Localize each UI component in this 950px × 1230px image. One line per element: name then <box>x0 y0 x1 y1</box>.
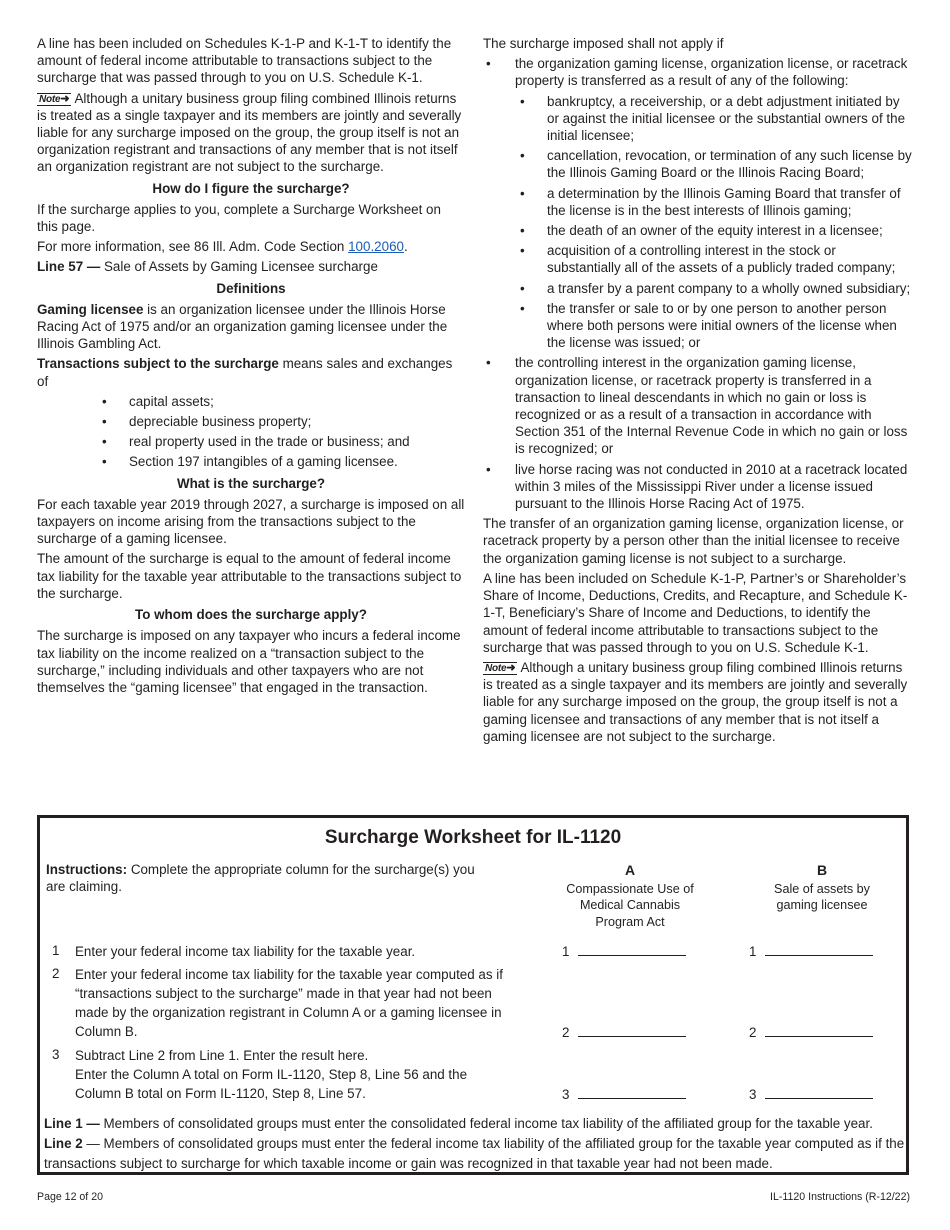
definitions-list <box>129 393 465 471</box>
list-item: • real property used in the trade or business; and <box>129 433 465 450</box>
heading-definitions: Definitions <box>216 280 286 296</box>
column-b-description: Sale of assets by gaming licensee <box>774 881 870 912</box>
list-item: • acquisition of a controlling interest in the stock or substantially all of the assets of a publicly traded company; <box>547 242 913 276</box>
list-item: • the death of an owner of the equity interest in a licensee; <box>547 222 913 239</box>
column-b-letter: B <box>816 862 828 878</box>
list-item: • depreciable business property; <box>129 413 465 430</box>
list-item: • the transfer or sale to or by one person to another person where both persons were initial owners of the license when the license was issued; or <box>547 300 913 352</box>
note-icon: Note➜ <box>39 92 70 105</box>
transfer-reasons-list <box>547 93 913 352</box>
list-item: • Section 197 intangibles of a gaming licensee. <box>129 453 465 470</box>
list-item: • cancellation, revocation, or termination of any such license by the Illinois Gaming Board or the Illinois Racing Board; <box>547 147 913 181</box>
line-1-column-b: 1 <box>749 942 873 960</box>
heading-figure: How do I figure the surcharge? <box>152 180 350 196</box>
line-3-column-b: 3 <box>749 1085 873 1103</box>
whom-paragraph: The surcharge is imposed on any taxpayer who incurs a federal income tax liability on the income realized on a “transaction subject to the surcharge,” including individuals and other taxpayers who are not themselves the “gaming licensee” that engaged in the transaction. <box>37 628 461 695</box>
list-item: • a determination by the Illinois Gaming Board that transfer of the license is in the best interests of Illinois gaming; <box>547 185 913 219</box>
heading-whom: To whom does the surcharge apply? <box>135 607 367 623</box>
list-item: • live horse racing was not conducted in 2010 at a racetrack located within 3 miles of the Mississippi River under a license issued pursuant to the Illinois Horse Racing Act of 1975. <box>515 461 913 513</box>
more-info-paragraph: For more information, see 86 Ill. Adm. Code Section 100.2060. <box>37 239 408 255</box>
heading-what: What is the surcharge? <box>176 475 326 491</box>
line-1-column-a: 1 <box>562 942 686 960</box>
figure-paragraph: If the surcharge applies to you, complete a Surcharge Worksheet on this page. <box>37 201 441 235</box>
list-item: • capital assets; <box>129 393 465 410</box>
line57-paragraph: Line 57 — Sale of Assets by Gaming Licensee surcharge <box>37 259 378 275</box>
line-3-a-input[interactable] <box>578 1085 686 1099</box>
exceptions-intro: The surcharge imposed shall not apply if <box>483 36 724 51</box>
note-text: Although a unitary business group filing combined Illinois returns is treated as a single taxpayer and its members are jointly and severally liable for any surcharge imposed on the group, the group itself is not an organization registrant and transactions of any member that is not itself an organization registrant are not subject to the surcharge. <box>37 90 462 175</box>
list-item: • the organization gaming license, organization license, or racetrack property is transferred as a result of any of the following: • bankruptcy, a receivership, or a debt adjustment initiated by or against the initial licensee or the substantial owners of the initial licensee; • cancellation, revocation, or termination of any such license by the Illinois Gaming Board or the Illinois Racing Board; • a determination by the Illinois Gaming Board that transfer of the license is in the best interests of Illinois gaming; • the death of an owner of the equity interest in a licensee; • acquisition of a controlling interest in the stock or substantially all of the assets of a publicly traded company; • a transfer by a parent company to a wholly owned subsidiary; • the transfer or sale to or by one person to another person where both persons were initial owners of the license when the license was issued; or <box>515 55 913 351</box>
left-column <box>37 35 465 699</box>
note-paragraph <box>483 659 913 745</box>
transactions-definition: Transactions subject to the surcharge means sales and exchanges of <box>37 356 453 389</box>
list-item: • bankruptcy, a receivership, or a debt adjustment initiated by or against the initial licensee or the substantial owners of the initial licensee; <box>547 93 913 145</box>
worksheet-title: Surcharge Worksheet for IL-1120 <box>324 827 622 848</box>
what-paragraph-2: The amount of the surcharge is equal to the amount of federal income tax liability for the taxable year attributable to the transactions subject to the surcharge. <box>37 551 462 601</box>
line-2-a-input[interactable] <box>578 1023 686 1037</box>
list-item: • a transfer by a parent company to a wholly owned subsidiary; <box>547 280 913 297</box>
line-2-column-a: 2 <box>562 1023 686 1041</box>
line-1-note: Line 1 — Members of consolidated groups must enter the consolidated federal income tax liability of the affiliated group for the taxable year. <box>44 1116 873 1131</box>
right-column <box>483 35 913 748</box>
code-section-link[interactable]: 100.2060 <box>348 239 404 255</box>
column-a-header <box>560 862 700 930</box>
column-b-header <box>752 862 892 914</box>
surcharge-worksheet: Surcharge Worksheet for IL-1120 Instructions: Complete the appropriate column for the surcharge(s) you are claiming. A Compassionate Use of Medical Cannabis Program Act B Sale of assets by gaming licensee 1 Enter your federal income tax liability for the taxable year. 1 1 2 Enter your federal income tax liability for the taxable year computed as if “transactions subject to the surcharge” made in that year had not been made by the organization registrant in Column A or a gaming licensee in Column B. 2 2 3 Subtract Line 2 from Line 1. Enter the result here. Enter the Column A total on Form IL-1120, Step 8, Line 56 and the Column B total on Form IL-1120, Step 8, Line 57. 3 3 Line 1 — Members of consolidated groups must enter the consolidated federal income tax liability of the affiliated group for the taxable year. Line 2 — Members of consolidated groups must enter the federal income tax liability of the affiliated group for the taxable year computed as if the transactions subject to surcharge for which taxable income or gain was recognized in that taxable year had not been made. <box>37 815 909 1175</box>
note-paragraph <box>37 90 465 176</box>
schedule-line-paragraph: A line has been included on Schedule K-1-P, Partner’s or Shareholder’s Share of Income, Deductions, Credits, and Recapture, and Schedule K-1-T, Beneficiary’s Share of Income and Deductions, to identify the amount of federal income attributable to transactions subject to the surcharge that was passed through to you on U.S. Schedule K-1. <box>483 570 908 655</box>
line-2-b-input[interactable] <box>765 1023 873 1037</box>
form-identifier: IL-1120 Instructions (R-12/22) <box>770 1191 910 1203</box>
column-a-letter: A <box>624 862 636 878</box>
line57-label: Line 57 — <box>37 259 101 275</box>
k1-paragraph: A line has been included on Schedules K-1-P and K-1-T to identify the amount of federal income attributable to transactions subject to the surcharge that was passed through to you on U.S. Schedule K-1. <box>37 36 452 86</box>
line-3-b-input[interactable] <box>765 1085 873 1099</box>
gaming-licensee-definition: Gaming licensee is an organization licensee under the Illinois Horse Racing Act of 1975 and/or an organization gaming licensee under the Illinois Gambling Act. <box>37 301 448 352</box>
note-icon: Note➜ <box>485 661 516 674</box>
line-1-a-input[interactable] <box>578 942 686 956</box>
line-2-note: Line 2 — Members of consolidated groups must enter the federal income tax liability of the affiliated group for the taxable year computed as if the transactions subject to surcharge for which taxable income or gain was recognized in that taxable year had not been made. <box>44 1136 905 1171</box>
worksheet-instructions: Instructions: Complete the appropriate column for the surcharge(s) you are claiming. <box>46 862 475 895</box>
column-a-description: Compassionate Use of Medical Cannabis Program Act <box>566 881 694 929</box>
transfer-paragraph: The transfer of an organization gaming license, organization license, or racetrack property by a person other than the initial licensee to receive the organization gaming license is not subject to a surcharge. <box>483 516 904 566</box>
note-text: Although a unitary business group filing combined Illinois returns is treated as a single taxpayer and its members are jointly and severally liable for any surcharge imposed on the group, the group itself is not a gaming licensee and transactions of any member that is not itself a gaming licensee are not subject to the surcharge. <box>483 659 908 744</box>
line-1-b-input[interactable] <box>765 942 873 956</box>
line-2-column-b: 2 <box>749 1023 873 1041</box>
worksheet-line-notes <box>44 1114 906 1174</box>
page-number: Page 12 of 20 <box>37 1191 103 1203</box>
exceptions-list <box>515 55 913 512</box>
what-paragraph-1: For each taxable year 2019 through 2027, a surcharge is imposed on all taxpayers on income arising from the transactions subject to the surcharge of a gaming licensee. <box>37 496 465 547</box>
list-item: • the controlling interest in the organization gaming license, organization license, or racetrack property is transferred in a transaction to lineal descendants in which no gain or loss is recognized or as a result of a transaction in accordance with Section 351 of the Internal Revenue Code in which no gain or loss is recognized; or <box>515 354 913 457</box>
line-3-column-a: 3 <box>562 1085 686 1103</box>
